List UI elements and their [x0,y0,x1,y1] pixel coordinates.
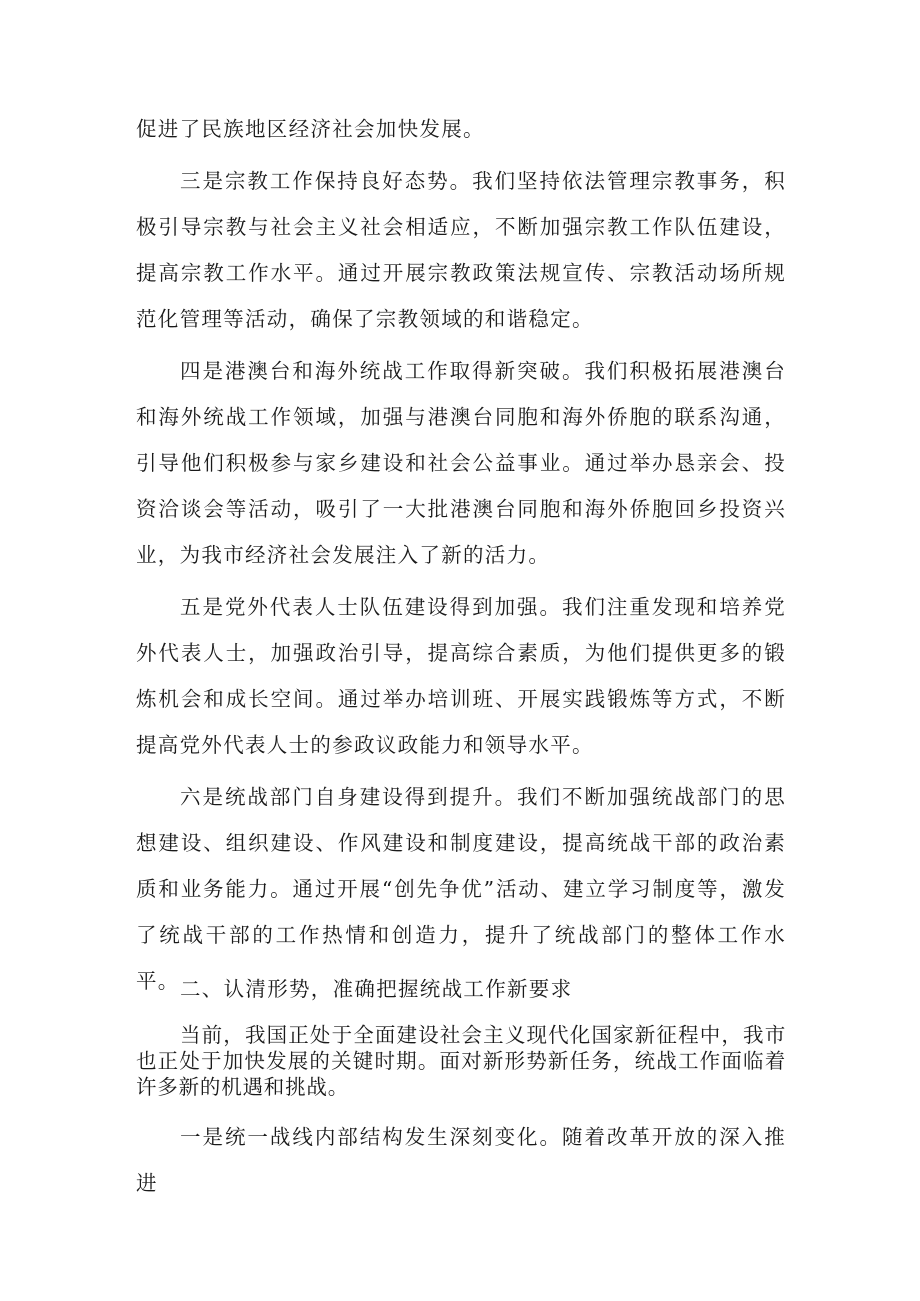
paragraph-situation: 当前，我国正处于全面建设社会主义现代化国家新征程中，我市也正处于加快发展的关键时期。面对新形势新任务，统战工作面临着许多新的机遇和挑战。 [136,1023,786,1099]
section-heading: 二、认清形势，准确把握统战工作新要求 [180,977,573,1001]
paragraph-religion: 三是宗教工作保持良好态势。我们坚持依法管理宗教事务，积极引导宗教与社会主义社会相适应，不断加强宗教工作队伍建设，提高宗教工作水平。通过开展宗教政策法规宣传、宗教活动场所规范化管理等活动，确保了宗教领域的和谐稳定。 [136,169,786,331]
paragraph-structure: 一是统一战线内部结构发生深刻变化。随着改革开放的深入推进 [136,1125,786,1195]
paragraph-overseas: 四是港澳台和海外统战工作取得新突破。我们积极拓展港澳台和海外统战工作领域，加强与港澳台同胞和海外侨胞的联系沟通，引导他们积极参与家乡建设和社会公益事业。通过举办恳亲会、投资洽谈会等活动，吸引了一大批港澳台同胞和海外侨胞回乡投资兴业，为我市经济社会发展注入了新的活力。 [136,359,786,567]
paragraph-self-building: 六是统战部门自身建设得到提升。我们不断加强统战部门的思想建设、组织建设、作风建设和制度建设，提高统战干部的政治素质和业务能力。通过开展“创先争优”活动、建立学习制度等，激发了统战干部的工作热情和创造力，提升了统战部门的整体工作水平。 [136,785,786,993]
paragraph-representatives: 五是党外代表人士队伍建设得到加强。我们注重发现和培养党外代表人士，加强政治引导，提高综合素质，为他们提供更多的锻炼机会和成长空间。通过举办培训班、开展实践锻炼等方式，不断提高党外代表人士的参政议政能力和领导水平。 [136,595,786,757]
paragraph-continuation: 促进了民族地区经济社会加快发展。 [136,117,485,141]
